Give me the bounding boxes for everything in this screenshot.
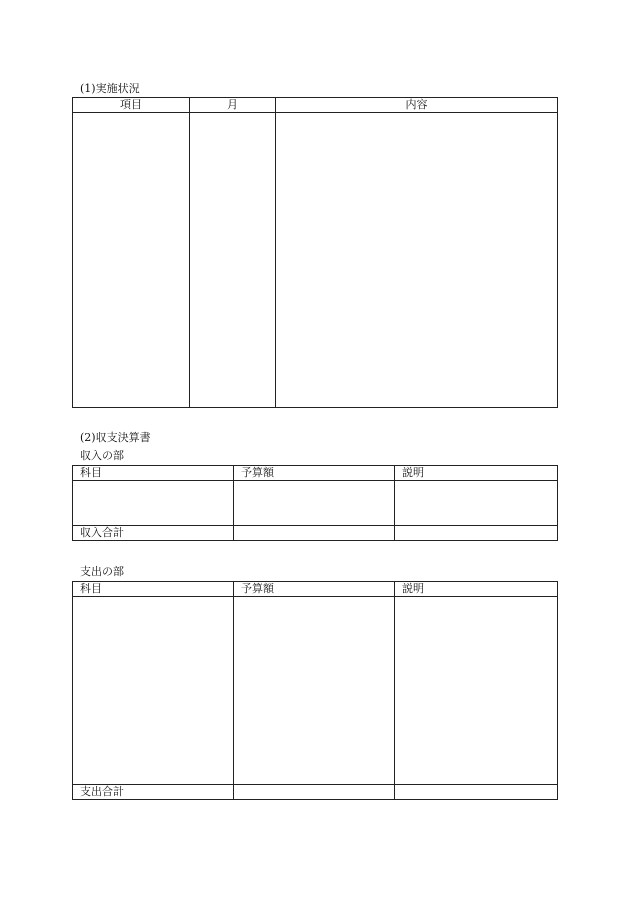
expense-table [72,581,558,800]
table-header-row [73,98,558,113]
header-item: 項目 [73,98,190,113]
section1-title: (1)実施状況 [80,82,140,95]
item-cell[interactable] [73,113,190,408]
table-row [73,481,558,526]
month-cell[interactable] [190,113,276,408]
header-content: 内容 [276,98,558,113]
header-budget: 予算額 [234,466,395,481]
budget-cell[interactable] [234,597,395,785]
expense-subtitle: 支出の部 [80,565,124,578]
expense-total-description-cell[interactable] [395,785,558,800]
expense-total-budget-cell[interactable] [234,785,395,800]
subject-cell[interactable] [73,481,234,526]
subject-cell[interactable] [73,597,234,785]
description-cell[interactable] [395,597,558,785]
income-total-budget-cell[interactable] [234,526,395,541]
table-row [73,113,558,408]
header-budget: 予算額 [234,582,395,597]
header-description: 説明 [395,582,558,597]
description-cell[interactable] [395,481,558,526]
content-cell[interactable] [276,113,558,408]
implementation-status-table [72,97,558,408]
header-subject: 科目 [73,582,234,597]
header-month: 月 [190,98,276,113]
budget-cell[interactable] [234,481,395,526]
table-header-row [73,582,558,597]
income-total-description-cell[interactable] [395,526,558,541]
expense-total-label: 支出合計 [73,785,234,800]
expense-total-row [73,785,558,800]
section2-title: (2)収支決算書 [80,431,151,444]
table-header-row [73,466,558,481]
header-description: 説明 [395,466,558,481]
income-total-row [73,526,558,541]
income-subtitle: 収入の部 [80,449,124,462]
income-table [72,465,558,541]
header-subject: 科目 [73,466,234,481]
income-total-label: 収入合計 [73,526,234,541]
table-row [73,597,558,785]
